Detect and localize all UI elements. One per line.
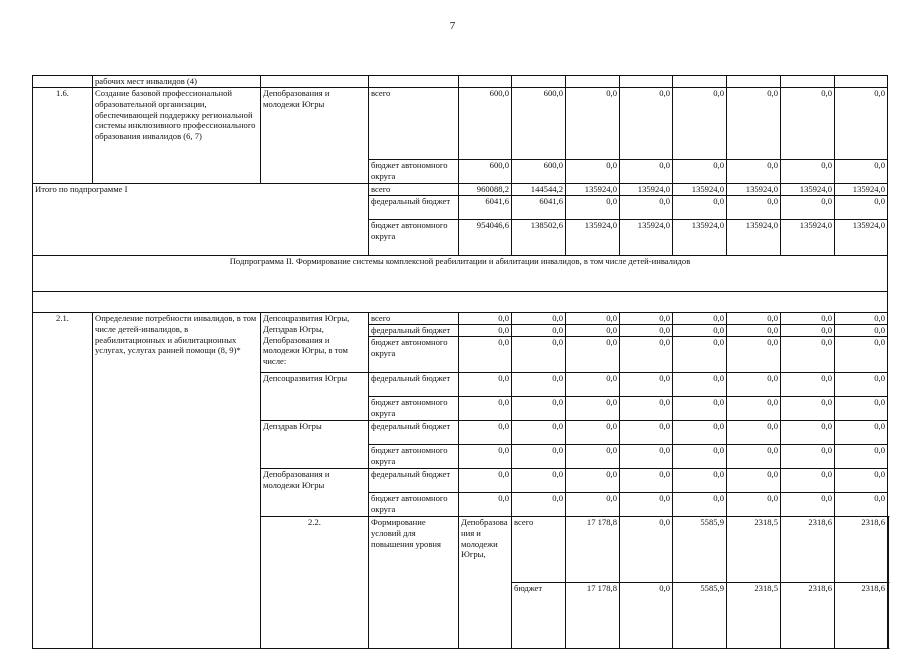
amount-cell: 0,0 (727, 373, 781, 397)
amount-cell: 0,0 (673, 373, 727, 397)
amount-cell: 0,0 (459, 313, 512, 325)
amount-cell: 0,0 (835, 469, 888, 493)
amount-cell: 0,0 (566, 421, 620, 445)
amount-cell: 6041,6 (459, 196, 512, 220)
amount-cell: 2318,6 (835, 582, 888, 648)
amount-cell: 0,0 (620, 397, 673, 421)
amount-cell: 0,0 (781, 337, 835, 373)
amount-cell: 0,0 (835, 313, 888, 325)
amount-cell: 0,0 (781, 196, 835, 220)
amount-cell: 0,0 (459, 469, 512, 493)
amount-cell: 0,0 (566, 325, 620, 337)
item-executor: Депсоцразвития Югры, Депздрав Югры, Депобразования и молодежи Югры, в том числе: (261, 313, 369, 373)
amount-cell (781, 76, 835, 88)
amount-cell: 0,0 (566, 445, 620, 469)
amount-cell: 0,0 (673, 160, 727, 184)
item-executor (261, 76, 369, 88)
amount-cell: 0,0 (781, 421, 835, 445)
funding-source: бюджет автономного округа (369, 397, 459, 421)
amount-cell: 0,0 (512, 337, 566, 373)
amount-cell: 0,0 (673, 493, 727, 517)
amount-cell: 0,0 (673, 196, 727, 220)
table-row (33, 256, 889, 292)
table-row (33, 184, 889, 196)
funding-source: федеральный бюджет (369, 373, 459, 397)
amount-cell (566, 76, 620, 88)
amount-cell: 0,0 (781, 445, 835, 469)
amount-cell: 135924,0 (781, 220, 835, 256)
amount-cell: 0,0 (727, 397, 781, 421)
table-body (33, 76, 889, 649)
amount-cell: 0,0 (835, 325, 888, 337)
funding-source: бюджет автономного округа (369, 493, 459, 517)
amount-cell: 600,0 (459, 160, 512, 184)
funding-source: федеральный бюджет (369, 325, 459, 337)
subprogram-heading: Подпрограмма II. Формирование системы комплексной реабилитации и абилитации инвалидов, в том числе детей-инвалидов (33, 256, 888, 292)
amount-cell: 0,0 (781, 373, 835, 397)
amount-cell: 135924,0 (620, 220, 673, 256)
amount-cell: 0,0 (835, 337, 888, 373)
funding-source: бюджет (512, 582, 566, 648)
amount-cell: 0,0 (673, 313, 727, 325)
amount-cell: 0,0 (727, 421, 781, 445)
item-name: Формирование условий для повышения уровня (369, 517, 459, 649)
amount-cell: 0,0 (566, 313, 620, 325)
program-budget-table (32, 75, 889, 649)
amount-cell (673, 76, 727, 88)
item-number (33, 76, 93, 88)
amount-cell: 2318,6 (835, 517, 888, 583)
amount-cell: 0,0 (727, 325, 781, 337)
amount-cell: 0,0 (620, 325, 673, 337)
amount-cell: 0,0 (620, 88, 673, 160)
table-row (33, 313, 889, 325)
amount-cell: 135924,0 (566, 220, 620, 256)
amount-cell: 135924,0 (835, 184, 888, 196)
amount-cell: 0,0 (835, 493, 888, 517)
funding-source: всего (369, 184, 459, 196)
funding-source: всего (512, 517, 566, 583)
funding-source: федеральный бюджет (369, 421, 459, 445)
amount-cell: 0,0 (727, 313, 781, 325)
item-number: 2.2. (261, 517, 369, 649)
amount-cell: 0,0 (727, 196, 781, 220)
amount-cell: 6041,6 (512, 196, 566, 220)
amount-cell: 135924,0 (727, 220, 781, 256)
amount-cell: 0,0 (835, 88, 888, 160)
amount-cell: 0,0 (620, 421, 673, 445)
item-number: 2.1. (33, 313, 93, 649)
amount-cell: 0,0 (727, 337, 781, 373)
amount-cell: 0,0 (781, 313, 835, 325)
amount-cell: 0,0 (512, 373, 566, 397)
amount-cell: 0,0 (459, 493, 512, 517)
funding-source: бюджет автономного округа (369, 445, 459, 469)
amount-cell: 0,0 (459, 325, 512, 337)
item-name: Создание базовой профессиональной образовательной организации, обеспечивающей поддержку региональной системы инклюзивного профессионального образования инвалидов (6, 7) (93, 88, 261, 184)
amount-cell: 0,0 (673, 325, 727, 337)
amount-cell: 0,0 (620, 493, 673, 517)
amount-cell: 135924,0 (781, 184, 835, 196)
amount-cell: 17 178,8 (566, 582, 620, 648)
amount-cell: 5585,9 (673, 517, 727, 583)
page-number: 7 (449, 20, 456, 32)
amount-cell: 0,0 (459, 373, 512, 397)
amount-cell: 5585,9 (673, 582, 727, 648)
amount-cell: 0,0 (512, 313, 566, 325)
amount-cell: 135924,0 (727, 184, 781, 196)
amount-cell: 0,0 (673, 469, 727, 493)
amount-cell: 2318,6 (781, 517, 835, 583)
amount-cell: 0,0 (620, 469, 673, 493)
amount-cell: 138502,6 (512, 220, 566, 256)
amount-cell: 17 178,8 (566, 517, 620, 583)
amount-cell: 0,0 (727, 88, 781, 160)
funding-source (369, 76, 459, 88)
amount-cell: 0,0 (673, 397, 727, 421)
amount-cell: 0,0 (727, 445, 781, 469)
amount-cell (888, 582, 889, 648)
amount-cell: 0,0 (727, 469, 781, 493)
amount-cell: 0,0 (620, 373, 673, 397)
amount-cell: 0,0 (566, 493, 620, 517)
amount-cell: 0,0 (566, 196, 620, 220)
amount-cell: 135924,0 (673, 184, 727, 196)
item-executor: Депобразования и молодежи Югры (261, 469, 369, 517)
amount-cell: 0,0 (512, 397, 566, 421)
amount-cell: 144544,2 (512, 184, 566, 196)
amount-cell: 0,0 (781, 88, 835, 160)
funding-source: федеральный бюджет (369, 196, 459, 220)
amount-cell: 0,0 (620, 196, 673, 220)
amount-cell: 0,0 (566, 337, 620, 373)
table-row (33, 292, 889, 313)
amount-cell: 0,0 (835, 160, 888, 184)
table-row (33, 88, 889, 160)
amount-cell (620, 76, 673, 88)
table-row (33, 76, 889, 88)
amount-cell: 2318,5 (727, 517, 781, 583)
amount-cell: 0,0 (459, 397, 512, 421)
amount-cell: 0,0 (566, 469, 620, 493)
amount-cell: 0,0 (781, 325, 835, 337)
amount-cell: 0,0 (673, 421, 727, 445)
amount-cell: 135924,0 (620, 184, 673, 196)
amount-cell: 0,0 (566, 373, 620, 397)
amount-cell: 600,0 (459, 88, 512, 160)
funding-source: федеральный бюджет (369, 469, 459, 493)
amount-cell: 0,0 (512, 325, 566, 337)
amount-cell: 0,0 (835, 373, 888, 397)
item-executor: Депздрав Югры (261, 421, 369, 469)
amount-cell: 2318,6 (781, 582, 835, 648)
amount-cell (512, 76, 566, 88)
amount-cell: 0,0 (781, 469, 835, 493)
item-executor: Депобразования и молодежи Югры, (459, 517, 512, 649)
amount-cell: 600,0 (512, 160, 566, 184)
amount-cell: 960088,2 (459, 184, 512, 196)
subtotal-label: Итого по подпрограмме I (33, 184, 369, 256)
amount-cell: 0,0 (835, 196, 888, 220)
amount-cell (888, 517, 889, 583)
amount-cell: 0,0 (781, 397, 835, 421)
amount-cell: 0,0 (512, 469, 566, 493)
amount-cell: 0,0 (512, 493, 566, 517)
amount-cell (727, 76, 781, 88)
empty-cell (33, 292, 888, 313)
amount-cell: 954046,6 (459, 220, 512, 256)
amount-cell: 0,0 (620, 582, 673, 648)
amount-cell: 0,0 (566, 160, 620, 184)
amount-cell (835, 76, 888, 88)
amount-cell: 0,0 (781, 493, 835, 517)
amount-cell: 0,0 (566, 88, 620, 160)
amount-cell: 0,0 (781, 160, 835, 184)
amount-cell: 135924,0 (673, 220, 727, 256)
item-executor: Депобразования и молодежи Югры (261, 88, 369, 184)
funding-source: бюджет автономного округа (369, 160, 459, 184)
amount-cell: 0,0 (620, 517, 673, 583)
funding-source: бюджет автономного округа (369, 337, 459, 373)
item-number: 1.6. (33, 88, 93, 184)
item-name: рабочих мест инвалидов (4) (93, 76, 261, 88)
amount-cell: 0,0 (727, 493, 781, 517)
amount-cell: 0,0 (620, 337, 673, 373)
amount-cell: 0,0 (620, 445, 673, 469)
amount-cell: 0,0 (459, 421, 512, 445)
amount-cell: 0,0 (459, 337, 512, 373)
amount-cell: 0,0 (673, 337, 727, 373)
amount-cell: 0,0 (673, 445, 727, 469)
funding-source: всего (369, 313, 459, 325)
amount-cell: 0,0 (727, 160, 781, 184)
amount-cell: 0,0 (835, 421, 888, 445)
amount-cell (459, 76, 512, 88)
funding-source: бюджет автономного округа (369, 220, 459, 256)
amount-cell: 135924,0 (835, 220, 888, 256)
amount-cell: 135924,0 (566, 184, 620, 196)
amount-cell: 0,0 (835, 445, 888, 469)
amount-cell: 0,0 (673, 88, 727, 160)
amount-cell: 0,0 (566, 397, 620, 421)
funding-source: всего (369, 88, 459, 160)
amount-cell: 0,0 (512, 421, 566, 445)
item-name: Определение потребности инвалидов, в том числе детей-инвалидов, в реабилитационных и абилитационных услугах, услугах ранней помощи (8, 9)* (93, 313, 261, 649)
amount-cell: 0,0 (835, 397, 888, 421)
amount-cell: 2318,5 (727, 582, 781, 648)
amount-cell: 0,0 (512, 445, 566, 469)
item-executor: Депсоцразвития Югры (261, 373, 369, 421)
amount-cell: 600,0 (512, 88, 566, 160)
amount-cell: 0,0 (459, 445, 512, 469)
amount-cell: 0,0 (620, 160, 673, 184)
amount-cell: 0,0 (620, 313, 673, 325)
